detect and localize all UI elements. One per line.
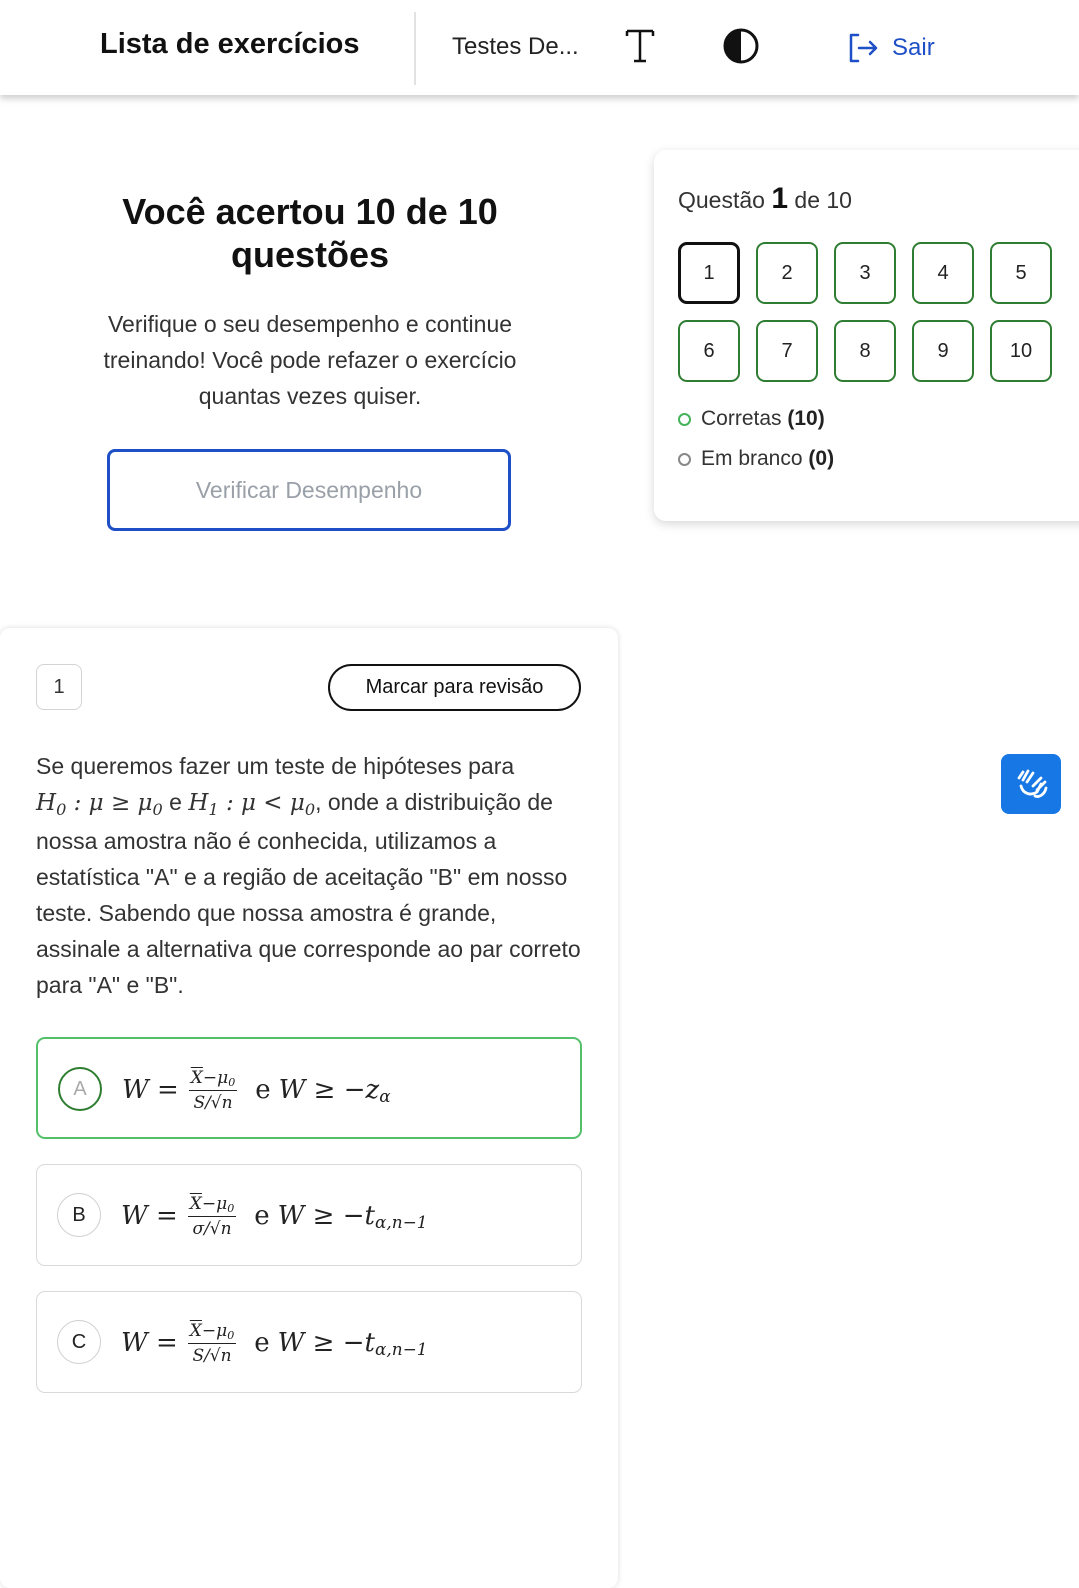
legend-blank: [678, 447, 834, 471]
alternative-letter: C: [57, 1320, 101, 1364]
alternative-letter: B: [57, 1193, 101, 1237]
question-navigator: [654, 150, 1079, 521]
formula-region: t: [364, 1328, 375, 1358]
hypothesis-h1: $H_1$ : $\mu < \mu_0$: [188, 790, 316, 819]
legend-correct-count: (10): [787, 407, 825, 430]
logout-icon: [846, 31, 880, 65]
alternative-b[interactable]: [36, 1164, 582, 1266]
question-button-3[interactable]: 3: [834, 242, 896, 304]
formula-region: t: [364, 1201, 375, 1231]
question-statement: [36, 748, 584, 1003]
question-button-8[interactable]: 8: [834, 320, 896, 382]
question-button-9[interactable]: 9: [912, 320, 974, 382]
formula-region-sub: α,n−1: [374, 1211, 428, 1232]
formula-denominator: S/√n: [193, 1092, 233, 1113]
verify-performance-button[interactable]: Verificar Desempenho: [107, 449, 511, 531]
question-button-10[interactable]: 10: [990, 320, 1052, 382]
formula-denominator: σ/√n: [192, 1218, 232, 1239]
formula-region: z: [365, 1075, 380, 1105]
alternative-c[interactable]: [36, 1291, 582, 1393]
alternative-formula: W = $\frac{\overline{X}-\mu_0}{S/√n}$ e W ≥ − z α: [122, 1067, 391, 1113]
legend-correct: [678, 407, 825, 431]
course-name: Testes De...: [452, 33, 579, 60]
alternative-a[interactable]: [36, 1037, 582, 1139]
correct-dot-icon: [678, 413, 691, 426]
question-number: 1: [36, 664, 82, 710]
alternative-letter: A: [58, 1067, 102, 1111]
legend-blank-count: (0): [808, 447, 835, 470]
logout-button[interactable]: [846, 30, 935, 66]
hypothesis-h0: $H_0$ : $\mu \ge \mu_0$: [36, 790, 163, 819]
result-title: Você acertou 10 de 10 questões: [122, 191, 498, 275]
formula-denominator: S/√n: [192, 1345, 232, 1366]
statement-part2: , onde a distribuição de nossa amostra não é conhecida, utilizamos a estatística "A" e a região de aceitação "B" em nosso teste. Sabendo que nossa amostra é grande, assinale a alternativa que corresponde ao par correto para "A" e "B".: [36, 789, 581, 998]
legend-correct-label: Corretas: [701, 407, 782, 430]
app-title: Lista de exercícios: [100, 28, 360, 60]
alternative-formula: W = $\frac{\overline{X}-\mu_0}{S/√n}$ e W ≥ − t α,n−1: [121, 1320, 428, 1366]
statement-and: e: [169, 789, 182, 815]
legend-blank-label: Em branco: [701, 447, 803, 470]
indicator-suffix: de 10: [794, 187, 852, 213]
alternative-formula: W = $\frac{\overline{X}-\mu_0}{\sigma/√n}$ e W ≥ − t α,n−1: [121, 1193, 428, 1239]
question-button-7[interactable]: 7: [756, 320, 818, 382]
question-button-6[interactable]: 6: [678, 320, 740, 382]
mark-for-review-button[interactable]: Marcar para revisão: [328, 664, 581, 711]
libras-accessibility-button[interactable]: [1001, 754, 1061, 814]
indicator-prefix: Questão: [678, 187, 765, 213]
question-card: [0, 628, 618, 1588]
logout-label: Sair: [892, 34, 935, 61]
question-button-4[interactable]: 4: [912, 242, 974, 304]
blank-dot-icon: [678, 453, 691, 466]
question-indicator: [678, 182, 852, 216]
question-button-5[interactable]: 5: [990, 242, 1052, 304]
header-divider: [414, 12, 416, 85]
result-description: Verifique o seu desempenho e continue treinando! Você pode refazer o exercício quantas vezes quiser.: [103, 311, 517, 409]
sign-language-hands-icon: [1011, 764, 1051, 804]
contrast-icon[interactable]: [722, 27, 760, 65]
question-button-2[interactable]: 2: [756, 242, 818, 304]
statement-part1: Se queremos fazer um teste de hipóteses para: [36, 753, 515, 779]
indicator-current: 1: [771, 182, 789, 215]
formula-region-sub: α,n−1: [374, 1338, 428, 1359]
formula-region-sub: α: [379, 1085, 391, 1106]
top-bar: [0, 0, 1079, 95]
question-button-1[interactable]: 1: [678, 242, 740, 304]
font-size-icon[interactable]: [624, 26, 656, 66]
question-grid: [678, 242, 1052, 382]
